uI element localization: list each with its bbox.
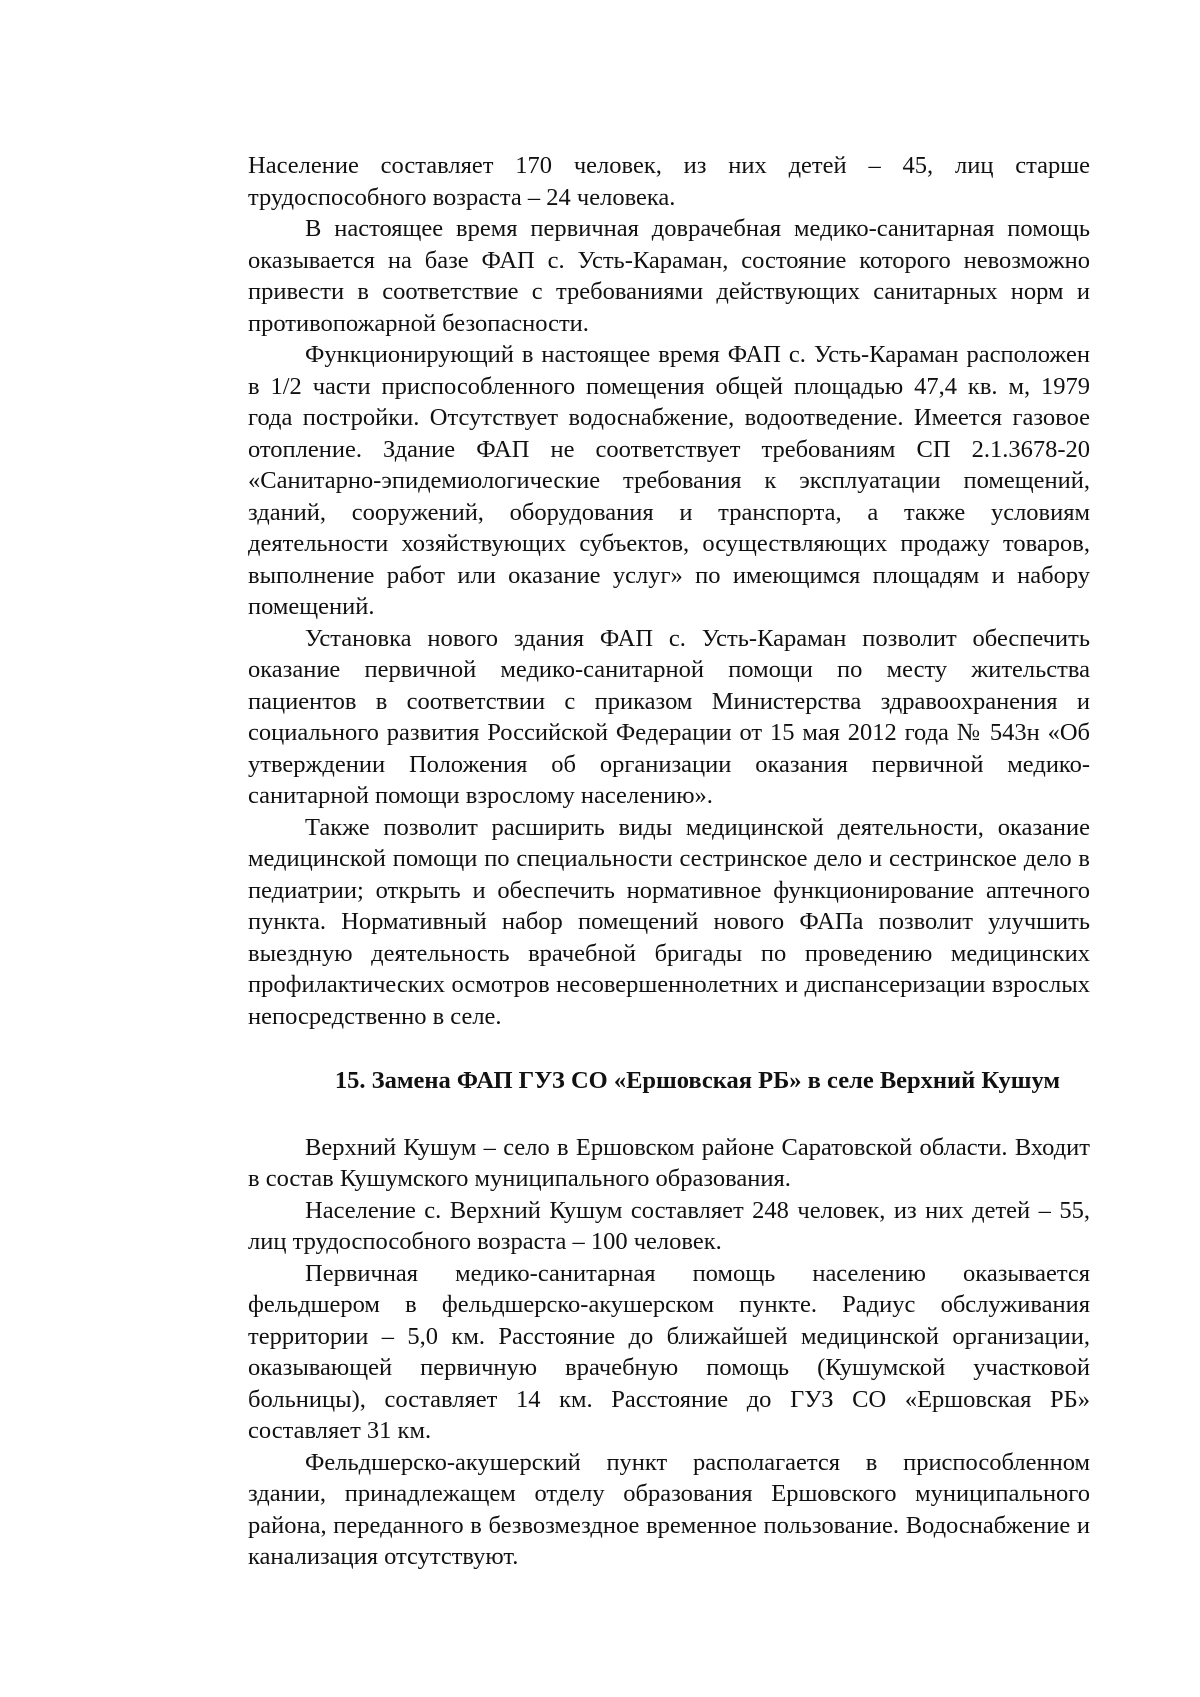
paragraph-current-care: В настоящее время первичная доврачебная медико-санитарная помощь оказывается на базе ФАП с. Усть-Караман, состояние которого невозможно привести в соответствие с требованиями действующих санитарных норм и противопожарной безопасности. (248, 215, 1090, 337)
paragraph-extended-services: Также позволит расширить виды медицинской деятельности, оказание медицинской помощи по специальности сестринское дело и сестринское дело в педиатрии; открыть и обеспечить нормативное функционирование аптечного пункта. Нормативный набор помещений нового ФАПа позволит улучшить выездную деятельность врачебной бригады по проведению медицинских профилактических осмотров несовершеннолетних и диспансеризации взрослых непосредственно в селе. (248, 813, 1090, 1030)
paragraph-new-building: Установка нового здания ФАП с. Усть-Караман позволит обеспечить оказание первичной медико-санитарной помощи по месту жительства пациентов в соответствии с приказом Министерства здравоохранения и социального развития Российской Федерации от 15 мая 2012 года № 543н «Об утверждении Положения об организации оказания первичной медико-санитарной помощи взрослому населению». (248, 624, 1090, 809)
section-heading: 15. Замена ФАП ГУЗ СО «Ершовская РБ» в селе Верхний Кушум (334, 1067, 1061, 1094)
paragraph-primary-care: Первичная медико-санитарная помощь населению оказывается фельдшером в фельдшерско-акушерском пункте. Радиус обслуживания территории – 5,0 км. Расстояние до ближайшей медицинской организации, оказывающей первичную врачебную помощь (Кушумской участковой больницы), составляет 14 км. Расстояние до ГУЗ СО «Ершовская РБ» составляет 31 км. (248, 1259, 1090, 1444)
paragraph-population-verkhny-kushum: Население с. Верхний Кушум составляет 248 человек, из них детей – 55, лиц трудоспособного возраста – 100 человек. (248, 1196, 1090, 1255)
document-body (248, 150, 1090, 1573)
paragraph-fap-building: Функционирующий в настоящее время ФАП с. Усть-Караман расположен в 1/2 части приспособленного помещения общей площадью 47,4 кв. м, 1979 года постройки. Отсутствует водоснабжение, водоотведение. Имеется газовое отопление. Здание ФАП не соответствует требованиям СП 2.1.3678-20 «Санитарно-эпидемиологические требования к эксплуатации помещений, зданий, сооружений, оборудования и транспорта, а также условиям деятельности хозяйствующих субъектов, осуществляющих продажу товаров, выполнение работ или оказание услуг» по имеющимся площадям и набору помещений. (248, 341, 1090, 620)
paragraph-fap-premises: Фельдшерско-акушерский пункт располагается в приспособленном здании, принадлежащем отделу образования Ершовского муниципального района, переданного в безвозмездное временное пользование. Водоснабжение и канализация отсутствуют. (248, 1448, 1090, 1570)
paragraph-village-description: Верхний Кушум – село в Ершовском районе Саратовской области. Входит в состав Кушумского муниципального образования. (248, 1133, 1090, 1192)
paragraph-population-ust-karaman: Население составляет 170 человек, из них детей – 45, лиц старше трудоспособного возраста – 24 человека. (248, 152, 1090, 211)
